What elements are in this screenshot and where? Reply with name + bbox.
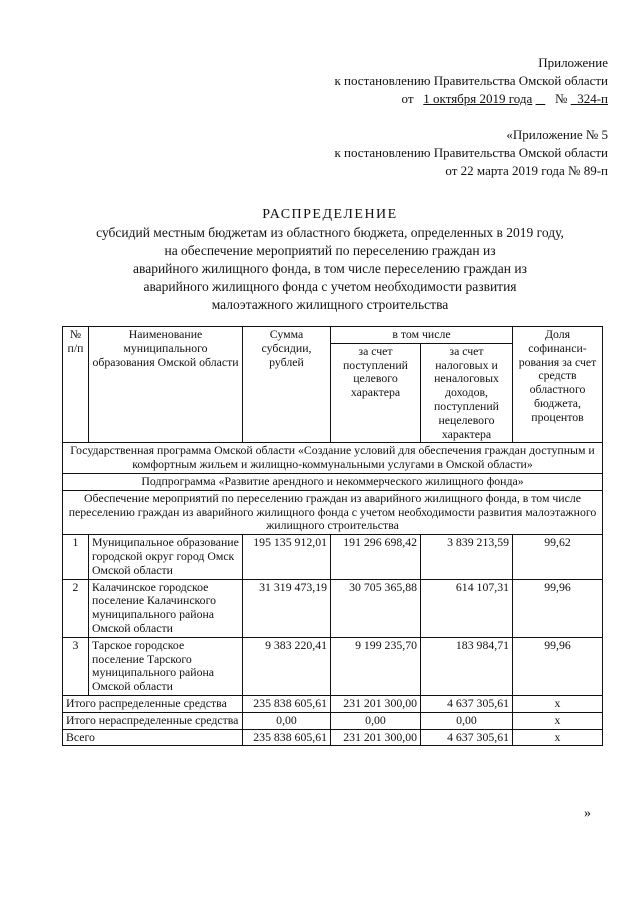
header-tax: за счет налоговых и неналоговых доходов, поступлений нецелевого характера — [421, 343, 513, 443]
row-share: 99,96 — [513, 579, 603, 637]
appendix-number: 324-п — [577, 91, 608, 106]
appendix-date: 1 октября 2019 года — [423, 91, 533, 106]
row-tax: 3 839 213,59 — [421, 535, 513, 579]
appendix5-label: «Приложение № 5 — [506, 127, 608, 142]
subtitle-line: аварийного жилищного фонда с учетом необходимости развития — [143, 279, 517, 294]
program-title: Государственная программа Омской области «Создание условий для обеспечения граждан доступным и комфортным жильем и жилищно-коммунальными услугами в Омской области» — [63, 443, 603, 474]
distribution-table — [62, 326, 603, 746]
row-name: Муниципальное образование городской округ город Омск Омской области — [89, 535, 243, 579]
appendix5-date-line: от 22 марта 2019 года № 89-п — [445, 163, 608, 178]
appendix-date-line: от 1 октября 2019 года № 324-п — [401, 91, 608, 106]
document-title: РАСПРЕДЕЛЕНИЕ — [262, 207, 398, 222]
appendix5-header — [334, 126, 608, 180]
header-share: Доля софинанси-рования за счет средств областного бюджета, процентов — [513, 327, 603, 443]
measure-row — [63, 490, 603, 534]
total-targeted: 231 201 300,00 — [331, 695, 421, 712]
header-targeted: за счет поступлений целевого характера — [331, 343, 421, 443]
appendix-label: Приложение — [538, 55, 608, 70]
header-name: Наименование муниципального образования Омской области — [89, 327, 243, 443]
total-row — [63, 695, 603, 712]
appendix-resolution: к постановлению Правительства Омской области — [334, 73, 608, 88]
row-sum: 195 135 912,01 — [243, 535, 331, 579]
table-row — [63, 637, 603, 695]
subtitle-line: субсидий местным бюджетам из областного бюджета, определенных в 2019 году, — [96, 225, 564, 240]
closing-quote-mark: » — [584, 806, 591, 821]
row-num: 2 — [63, 579, 89, 637]
row-targeted: 30 705 365,88 — [331, 579, 421, 637]
total-targeted: 231 201 300,00 — [331, 729, 421, 746]
subtitle-line: аварийного жилищного фонда, в том числе переселению граждан из — [133, 261, 527, 276]
row-num: 3 — [63, 637, 89, 695]
subprogram-row — [63, 473, 603, 490]
row-targeted: 191 296 698,42 — [331, 535, 421, 579]
row-tax: 183 984,71 — [421, 637, 513, 695]
header-num: № п/п — [63, 327, 89, 443]
total-share: х — [513, 712, 603, 729]
total-label: Всего — [63, 729, 243, 746]
measure-title: Обеспечение мероприятий по переселению граждан из аварийного жилищного фонда, в том числе переселению граждан из аварийного жилищного фонда с учетом необходимости развития малоэтажного жилищного строительства — [63, 490, 603, 534]
total-label: Итого нераспределенные средства — [63, 712, 243, 729]
subtitle-line: малоэтажного жилищного строительства — [211, 297, 449, 312]
appendix5-resolution: к постановлению Правительства Омской области — [334, 145, 608, 160]
total-label: Итого распределенные средства — [63, 695, 243, 712]
total-row — [63, 712, 603, 729]
subprogram-title: Подпрограмма «Развитие арендного и некоммерческого жилищного фонда» — [63, 473, 603, 490]
total-tax: 0,00 — [421, 712, 513, 729]
program-row — [63, 443, 603, 474]
total-sum: 235 838 605,61 — [243, 695, 331, 712]
table-row — [63, 535, 603, 579]
subtitle-line: на обеспечение мероприятий по переселению граждан из — [164, 243, 496, 258]
total-sum: 0,00 — [243, 712, 331, 729]
row-tax: 614 107,31 — [421, 579, 513, 637]
table-header-row — [63, 327, 603, 344]
row-share: 99,62 — [513, 535, 603, 579]
total-tax: 4 637 305,61 — [421, 695, 513, 712]
row-targeted: 9 199 235,70 — [331, 637, 421, 695]
total-targeted: 0,00 — [331, 712, 421, 729]
header-sum: Сумма субсидии, рублей — [243, 327, 331, 443]
total-sum: 235 838 605,61 — [243, 729, 331, 746]
row-sum: 9 383 220,41 — [243, 637, 331, 695]
appendix-header — [334, 54, 608, 108]
total-share: х — [513, 729, 603, 746]
row-name: Тарское городское поселение Тарского муниципального района Омской области — [89, 637, 243, 695]
row-share: 99,96 — [513, 637, 603, 695]
total-row — [63, 729, 603, 746]
row-num: 1 — [63, 535, 89, 579]
table-row — [63, 579, 603, 637]
header-including: в том числе — [331, 327, 513, 344]
row-name: Калачинское городское поселение Калачинского муниципального района Омской области — [89, 579, 243, 637]
row-sum: 31 319 473,19 — [243, 579, 331, 637]
document-title-block — [40, 206, 620, 314]
total-tax: 4 637 305,61 — [421, 729, 513, 746]
total-share: х — [513, 695, 603, 712]
